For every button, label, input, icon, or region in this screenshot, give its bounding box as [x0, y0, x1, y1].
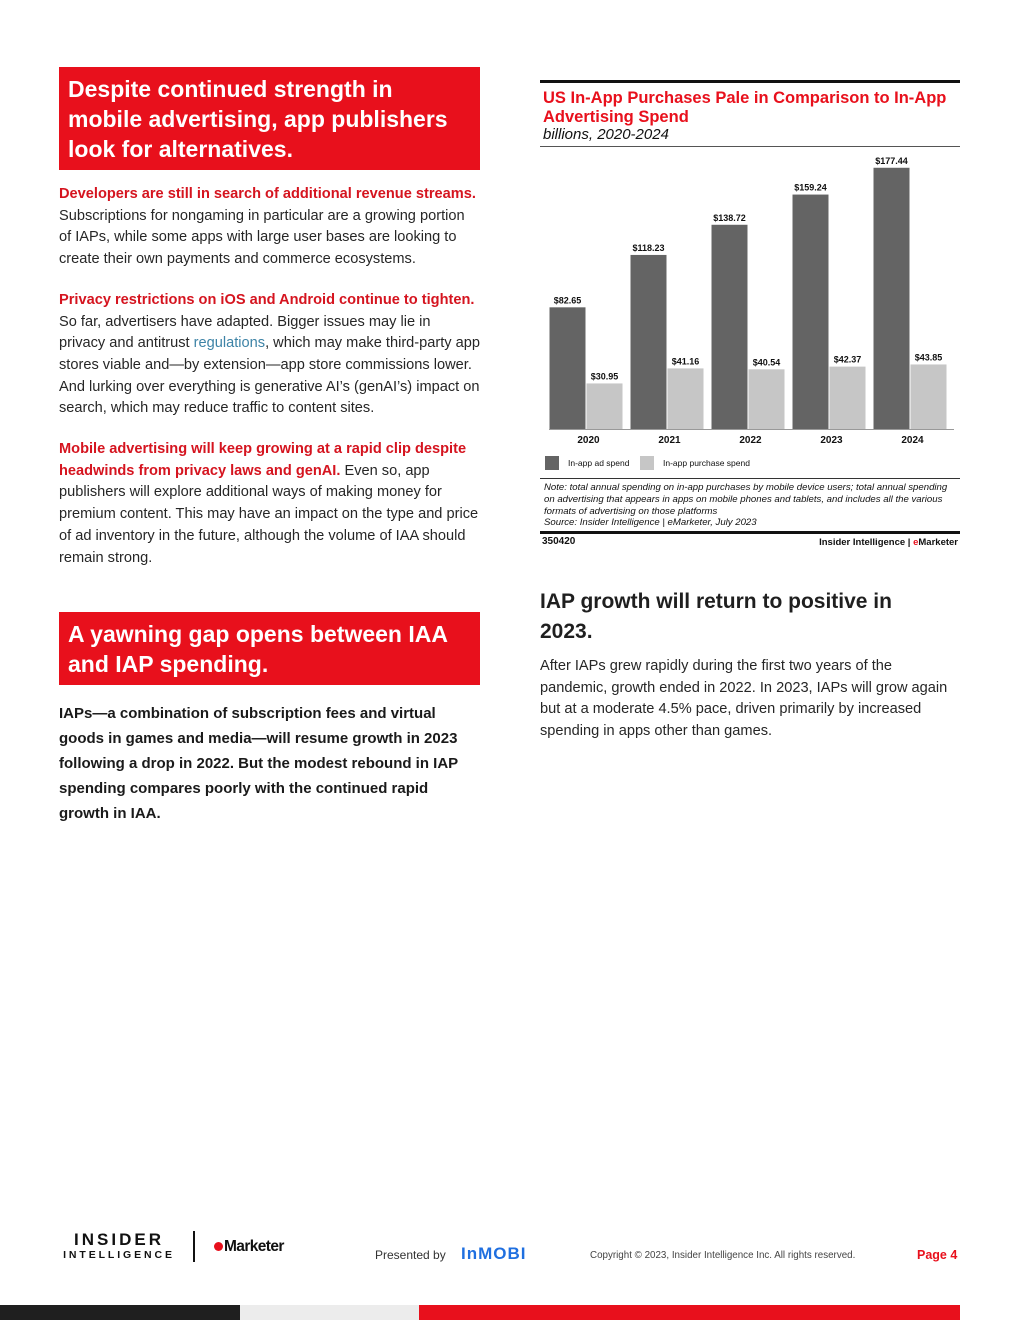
legend-label: In-app ad spend — [568, 458, 630, 468]
bar-ad-spend-2021 — [631, 255, 667, 429]
bar-purchase-spend-2024 — [911, 364, 947, 429]
footer-bar-dark — [0, 1305, 240, 1320]
x-tick-label: 2020 — [577, 435, 600, 446]
chart-figure — [540, 80, 960, 550]
emarketer-logo-text: Marketer — [224, 1238, 284, 1255]
chart-brand-e: e — [913, 537, 919, 548]
bar-purchase-spend-2022 — [749, 369, 785, 429]
paragraph-text: So far, advertisers have adapted. Bigger issues may lie in privacy and antitrust — [59, 313, 431, 352]
bar-ad-spend-2020 — [550, 307, 586, 429]
logo-divider — [193, 1231, 195, 1262]
legend-swatch — [640, 456, 654, 470]
data-label: $159.24 — [794, 182, 827, 193]
chart-top-rule — [540, 80, 960, 83]
section-heading-alternatives: Despite continued strength in mobile advertising, app publishers look for alternatives. — [59, 67, 480, 170]
paragraph-lead: Privacy restrictions on iOS and Android continue to tighten. — [59, 291, 475, 308]
bar-chart — [540, 150, 960, 475]
x-tick-label: 2024 — [901, 435, 924, 446]
data-label: $138.72 — [713, 212, 746, 223]
paragraph-privacy — [59, 290, 480, 420]
paragraph-text: , which may make third-party app stores viable and—by extension—app store commissions lower. And lurking over everything is generative AI’s (genAI’s) impact on search, which may reduce traffic to content sites. — [59, 335, 480, 417]
bar-purchase-spend-2021 — [668, 368, 704, 429]
logo-line2: INTELLIGENCE — [63, 1249, 175, 1261]
bar-purchase-spend-2020 — [587, 383, 623, 429]
x-tick-label: 2022 — [739, 435, 762, 446]
chart-title-rule — [540, 146, 960, 147]
insider-intelligence-logo[interactable] — [59, 1231, 179, 1262]
data-label: $41.16 — [671, 356, 700, 367]
x-tick-label: 2021 — [658, 435, 681, 446]
footer-bar-light — [240, 1305, 419, 1320]
x-tick-label: 2023 — [820, 435, 843, 446]
chart-source: Source: Insider Intelligence | eMarketer, July 2023 — [544, 517, 757, 529]
section-heading-yawning-gap: A yawning gap opens between IAA and IAP spending. — [59, 612, 480, 685]
paragraph-lead: Mobile advertising will keep growing at a rapid clip despite headwinds from privacy laws and genAI. — [59, 441, 467, 479]
paragraph-text: Even so, app publishers will explore additional ways of making money for premium content. This may have an impact on the type and price of ad inventory in the future, although the volume of IAA should remain strong. — [59, 462, 479, 566]
legend-swatch — [545, 456, 559, 470]
left-column — [59, 67, 480, 826]
chart-bottom-rule — [540, 531, 960, 534]
paragraph-mobile-advertising — [59, 439, 480, 569]
paragraph-revenue-streams — [59, 184, 480, 271]
emarketer-dot-icon — [214, 1242, 223, 1251]
chart-brand-rest: Marketer — [918, 537, 958, 548]
paragraph-text: Subscriptions for nongaming in particular are a growing portion of IAPs, while some apps with large user bases are looking to create their own payments and commerce ecosystems. — [59, 207, 465, 268]
regulations-link[interactable]: regulations — [193, 335, 266, 352]
data-label: $42.37 — [833, 354, 862, 365]
chart-note-rule — [540, 478, 960, 479]
right-column — [540, 80, 960, 743]
chart-id: 350420 — [542, 536, 576, 547]
paragraph-iap-growth: After IAPs grew rapidly during the first two years of the pandemic, growth ended in 2022. In 2023, IAPs will grow again but at a moderate 4.5% pace, driven primarily by increased spending in apps other than games. — [540, 658, 948, 740]
data-label: $118.23 — [632, 242, 665, 253]
page-number: Page 4 — [917, 1248, 958, 1262]
bar-ad-spend-2023 — [793, 195, 829, 429]
chart-brand — [819, 537, 958, 548]
section-heading-iap-growth: IAP growth will return to positive in 2023. — [540, 590, 892, 643]
copyright-text: Copyright © 2023, Insider Intelligence Inc. All rights reserved. — [590, 1250, 856, 1261]
presented-by-label: Presented by — [375, 1248, 446, 1262]
bar-ad-spend-2022 — [712, 225, 748, 429]
logo-line1: INSIDER — [74, 1230, 164, 1249]
footer-bar-red — [419, 1305, 960, 1320]
legend-label: In-app purchase spend — [663, 458, 750, 468]
paragraph-iap-summary: IAPs—a combination of subscription fees and virtual goods in games and media—will resume growth in 2023 following a drop in 2022. But the modest rebound in IAP spending compares poorly with the continued rapid growth in IAA. — [59, 705, 458, 823]
data-label: $30.95 — [590, 371, 619, 382]
paragraph-lead: Developers are still in search of additional revenue streams. — [59, 186, 476, 202]
chart-brand-prefix: Insider Intelligence | — [819, 537, 914, 548]
inmobi-logo[interactable]: InMOBI — [461, 1244, 527, 1263]
data-label: $43.85 — [914, 352, 943, 363]
data-label: $40.54 — [752, 357, 781, 368]
chart-note — [544, 482, 956, 529]
chart-subtitle: billions, 2020-2024 — [543, 126, 669, 143]
emarketer-logo[interactable] — [214, 1238, 284, 1256]
data-label: $177.44 — [875, 155, 908, 166]
bar-ad-spend-2024 — [874, 168, 910, 429]
chart-note-text: Note: total annual spending on in-app purchases by mobile device users; total annual spending on advertising that appears in apps on mobile phones and tablets, and includes all the various formats of advertising on those platforms — [544, 482, 948, 517]
bar-purchase-spend-2023 — [830, 367, 866, 429]
data-label: $82.65 — [553, 295, 582, 306]
chart-title: US In-App Purchases Pale in Comparison to In-App Advertising Spend — [543, 89, 947, 126]
